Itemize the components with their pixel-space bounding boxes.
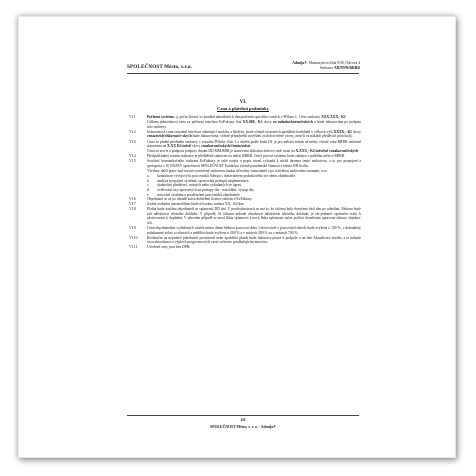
clause-text: Jízdné osobním automobilem bude účtováno sazbou XX,- Kč/km. [147, 202, 245, 207]
clause-vi-5 [129, 159, 361, 168]
clause-a-cont-1 [129, 120, 361, 129]
clause-number: VI.4 [129, 154, 136, 159]
clause-text: Celkem jednorázová cena za pořízení interface ExFaktury činí XX.000,- Kč slovy ex-nulatisíckorunčeských a bude fakturována po podpisu této smlouvy. [147, 120, 362, 129]
clause-number: VI.2 [129, 129, 136, 134]
clause-text: Cena objednatelem vyžádaných služeb mimo denní běžnou pracovní dobu /celotovitelé v pracovních dnech bude zvýšena o 100 %, v dohadnutý průzkumné volno a sobotách a nedělích bude zvýšena o 200 % a v místech 300 % za v místech 700 %. [147, 226, 361, 235]
clause-vi-10 [129, 236, 361, 245]
clause-vi-2 [129, 130, 361, 139]
list-item-letter: b. [147, 178, 150, 183]
list-item-text: ověřování tory upravených na postupy dat - nasvídění, výstup dat, [157, 187, 255, 192]
clause-text: Uvedené ceny jsou bez DPH. [147, 245, 191, 250]
clause-text: Cena za plnění předmětu smlouvy v rozsahu Přílohy číslo 1 a služeb podle bodu III. je pro měsíce minus až měsíc včetně roku RRRR smluvně stanovena na X.XX Kč/měsíč slovy cenakorunčeských/čením/měsíc. [147, 139, 361, 149]
document-page [18, 16, 456, 458]
footer-text: SPOLEČNOST Město, s. r. o. - Admija® [210, 425, 276, 429]
list-item-text: konzultace vývojových pracovníků Admija s dodavatelem podnikového sys-tému objednatele, [157, 174, 296, 179]
clause-number: VI.8 [129, 207, 136, 212]
clause-vi-3 [129, 140, 361, 149]
clause-number [129, 149, 147, 154]
footer-divider [127, 415, 359, 416]
clause-vi-7 [129, 202, 361, 207]
clause-text: Předpokládaný termín realizace je předběžně stanoven na měsíc RRRR. Ostrý provoz systému bude zahájen v průběhu měsíce RRRR. [147, 154, 346, 159]
clause-number: VI.7 [129, 202, 136, 207]
clause-text: Realizačni na nejménší platebních povinností nebo zpoždění plateb bude fakturace pouze k podpoře a on-line Aktualizace služeb, a to nebude trvat aktualizace a výplech progra-mových verzí software prodlužujícím intervitu. [147, 235, 361, 245]
clause-text: Součástí komunikačního rozhraní ExFaktury je také rozpis a popis seznů vybradá k nichž dasemu tento smlouvou, a to pro propojení a spolupráci s IS NÁZEV společnosti SPOLEČNOST Frankfurt včetně potudenské činnosti v tabeta IHI hodin. [147, 159, 361, 169]
section-title: Cena a platební podmínky [217, 106, 269, 111]
clause-number: VI.1 [129, 115, 136, 119]
company-name: SPOLEČNOST Město, s.r.o. [127, 64, 192, 70]
list-item-letter: e. [147, 192, 150, 197]
clause-vi-9 [129, 226, 361, 235]
clause-text: Jednorázová cena zavedení interface zahrnující analýzu a školení, jsoné včetně cestovních paušálních nákladů v celkové výši XXXX,- Kč slovy cenazávislýchkorunče-ských bude fakturována, včetně případného navýšení za dohovořené vícery, není-li za nákladí předávací protokolu. [147, 129, 361, 139]
section-number: VI. [239, 100, 247, 105]
clause-vi-11 [129, 245, 361, 250]
list-item-letter: c. [147, 183, 150, 188]
clause-text: Objednatel se až po úhradě stává držitelem licence interface ExFaktury [147, 197, 252, 202]
clause-text: Platba bude zaslána objednateli se splatností DD dní. V posthydnotouch se má to, že faktura byla doručena třetí den po odeslání. Faktura bude mít náležitosti účetního dokladu. V případě, že faktura nebude obsahovat náležitosti účetního dokladu, je ob-jednatel oprávněn vrátit k závitovnosti k doplnění. V takovém případě se nová lhůta splatnosti a nová lhůta splatnosti začne počítat doručením opravené faktury objedna-teli. [147, 207, 361, 225]
list-item-text: testování systému a prodloužení pracovníků objednatele. [157, 192, 241, 197]
clause-number: VI.9 [129, 226, 136, 231]
list-item-text: analýza propojení systémů, zpracování postupů implementace, [157, 178, 250, 183]
document-body [129, 115, 361, 251]
clause-number [129, 169, 147, 174]
reference-line-2: Smlouva AD/NNN/RRRR [319, 65, 360, 70]
clause-number [129, 120, 147, 129]
clause-text: Cena za servis a podporu podpory datum DD.MM.RRR je stanovena dohodou dohovo-nich stran na X.XXX,- Kč/měsíčně cenakorunčeských. [147, 149, 360, 154]
clause-number: VI.5 [129, 159, 136, 164]
clause-text: Všechny další práce nad rozsah vymezený smlouvou budou účtovány samostatně a po schválení smluvními stranami, a to: [147, 169, 328, 174]
document-reference [292, 61, 360, 70]
clause-vi-1 [129, 115, 361, 120]
page-number: 4/6 [240, 418, 246, 422]
header-divider [127, 73, 359, 74]
clause-number: VI.11 [129, 245, 138, 250]
list-item-text: dodatečná předávací, nutných nebo vyžadaných ve úprav, [157, 183, 242, 188]
clause-number: VI.3 [129, 139, 136, 144]
clause-vi-8 [129, 207, 361, 225]
clause-number: VI.6 [129, 197, 136, 202]
list-item-letter: a. [147, 174, 150, 179]
clause-vi-6 [129, 197, 361, 202]
clause-text: Pořízení systému, tj. počtu licencí ve prodání aktuálních k dnu pořízení specifiko-vaných v Příloze č. 1 této smlouvy XXX.XXX,- Kč [147, 115, 346, 119]
list-item-letter: d. [147, 187, 150, 192]
reference-line-1: Admija®, Manuasylova třída 9/38, Odvová 4 [292, 61, 360, 65]
clause-number: VI.10 [129, 235, 138, 240]
